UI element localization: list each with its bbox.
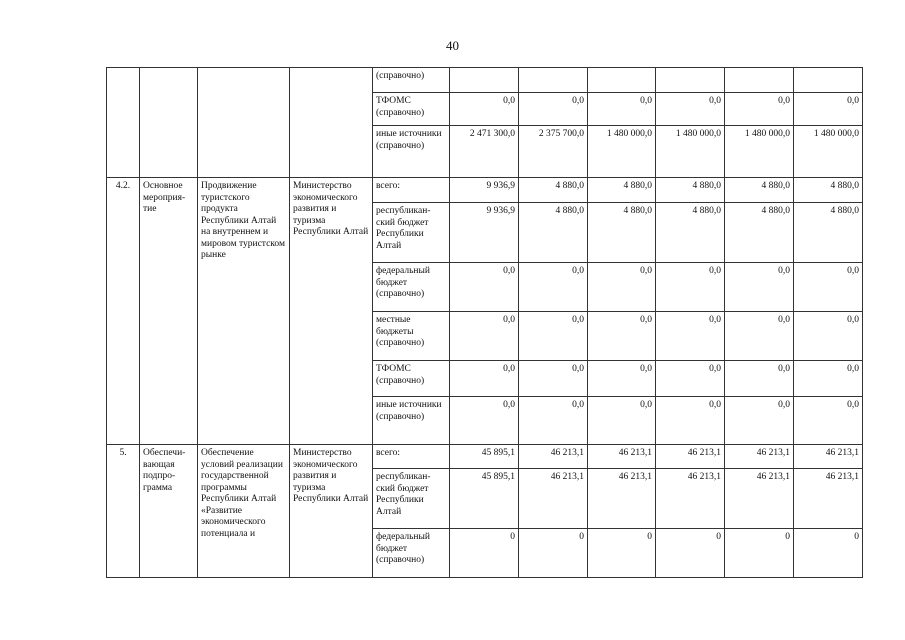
- index-cell: [107, 68, 140, 178]
- index-cell: 5.: [107, 445, 140, 578]
- value-cell: 0,0: [656, 397, 725, 445]
- value-cell: 9 936,9: [450, 203, 519, 263]
- value-cell: 46 213,1: [794, 469, 863, 529]
- value-cell: 0,0: [725, 93, 794, 126]
- source-cell: федеральный бюджет (справочно): [373, 263, 450, 312]
- value-cell: 0,0: [588, 397, 656, 445]
- value-cell: 2 471 300,0: [450, 126, 519, 178]
- value-cell: 46 213,1: [519, 445, 588, 469]
- value-cell: 0: [656, 529, 725, 578]
- value-cell: 2 375 700,0: [519, 126, 588, 178]
- value-cell: 0,0: [725, 361, 794, 397]
- value-cell: 46 213,1: [794, 445, 863, 469]
- value-cell: 4 880,0: [519, 203, 588, 263]
- value-cell: 1 480 000,0: [656, 126, 725, 178]
- value-cell: 1 480 000,0: [794, 126, 863, 178]
- source-cell: всего:: [373, 445, 450, 469]
- value-cell: 45 895,1: [450, 469, 519, 529]
- value-cell: 46 213,1: [519, 469, 588, 529]
- value-cell: 45 895,1: [450, 445, 519, 469]
- value-cell: 0,0: [450, 93, 519, 126]
- value-cell: 0,0: [519, 93, 588, 126]
- value-cell: 4 880,0: [725, 203, 794, 263]
- value-cell: 0,0: [656, 93, 725, 126]
- value-cell: 0,0: [725, 263, 794, 312]
- index-cell: 4.2.: [107, 178, 140, 445]
- source-cell: всего:: [373, 178, 450, 203]
- value-cell: 0: [450, 529, 519, 578]
- value-cell: 46 213,1: [588, 445, 656, 469]
- value-cell: [450, 68, 519, 93]
- source-cell: местные бюджеты (справочно): [373, 312, 450, 361]
- executor-cell: Министерство экономического развития и туризма Республики Алтай: [290, 445, 373, 578]
- value-cell: 4 880,0: [656, 178, 725, 203]
- budget-table: [106, 67, 863, 578]
- value-cell: 0,0: [656, 361, 725, 397]
- type-cell: [140, 68, 198, 178]
- value-cell: 0,0: [519, 361, 588, 397]
- source-cell: иные источники (справочно): [373, 397, 450, 445]
- value-cell: 46 213,1: [725, 469, 794, 529]
- value-cell: 1 480 000,0: [725, 126, 794, 178]
- value-cell: 0,0: [450, 397, 519, 445]
- value-cell: 0,0: [725, 397, 794, 445]
- type-cell: Обеспечи-вающая подпро-грамма: [140, 445, 198, 578]
- name-cell: Обеспечение условий реализации государственной программы Республики Алтай «Развитие экономического потенциала и: [198, 445, 290, 578]
- value-cell: 46 213,1: [588, 469, 656, 529]
- source-cell: республикан-ский бюджет Республики Алтай: [373, 469, 450, 529]
- name-cell: [198, 68, 290, 178]
- value-cell: 4 880,0: [519, 178, 588, 203]
- value-cell: 4 880,0: [725, 178, 794, 203]
- value-cell: 0,0: [725, 312, 794, 361]
- value-cell: [794, 68, 863, 93]
- value-cell: 0,0: [656, 263, 725, 312]
- value-cell: 4 880,0: [588, 203, 656, 263]
- value-cell: 1 480 000,0: [588, 126, 656, 178]
- source-cell: федеральный бюджет (справочно): [373, 529, 450, 578]
- value-cell: 4 880,0: [656, 203, 725, 263]
- value-cell: 0: [794, 529, 863, 578]
- value-cell: 46 213,1: [725, 445, 794, 469]
- value-cell: 0,0: [794, 361, 863, 397]
- executor-cell: [290, 68, 373, 178]
- value-cell: [725, 68, 794, 93]
- value-cell: 4 880,0: [588, 178, 656, 203]
- type-cell: Основное мероприя-тие: [140, 178, 198, 445]
- value-cell: 0,0: [450, 361, 519, 397]
- table-row: [107, 68, 863, 93]
- name-cell: Продвижение туристского продукта Республики Алтай на внутреннем и мировом туристском рынке: [198, 178, 290, 445]
- value-cell: 0,0: [588, 312, 656, 361]
- value-cell: [656, 68, 725, 93]
- value-cell: 0,0: [450, 312, 519, 361]
- table-row: [107, 445, 863, 469]
- value-cell: 0,0: [519, 397, 588, 445]
- value-cell: 4 880,0: [794, 178, 863, 203]
- source-cell: (справочно): [373, 68, 450, 93]
- source-cell: ТФОМС (справочно): [373, 93, 450, 126]
- page-number: 40: [446, 38, 459, 53]
- value-cell: 0,0: [794, 263, 863, 312]
- value-cell: 0,0: [794, 93, 863, 126]
- source-cell: республикан-ский бюджет Республики Алтай: [373, 203, 450, 263]
- value-cell: 0: [519, 529, 588, 578]
- value-cell: 46 213,1: [656, 445, 725, 469]
- value-cell: 0: [725, 529, 794, 578]
- value-cell: 0,0: [519, 263, 588, 312]
- value-cell: 0,0: [656, 312, 725, 361]
- value-cell: [588, 68, 656, 93]
- value-cell: 0: [588, 529, 656, 578]
- source-cell: иные источники (справочно): [373, 126, 450, 178]
- value-cell: 0,0: [588, 263, 656, 312]
- executor-cell: Министерство экономического развития и туризма Республики Алтай: [290, 178, 373, 445]
- value-cell: 46 213,1: [656, 469, 725, 529]
- value-cell: 0,0: [588, 361, 656, 397]
- value-cell: 0,0: [450, 263, 519, 312]
- value-cell: 4 880,0: [794, 203, 863, 263]
- value-cell: 0,0: [794, 397, 863, 445]
- value-cell: 0,0: [794, 312, 863, 361]
- source-cell: ТФОМС (справочно): [373, 361, 450, 397]
- value-cell: 9 936,9: [450, 178, 519, 203]
- value-cell: 0,0: [588, 93, 656, 126]
- value-cell: 0,0: [519, 312, 588, 361]
- value-cell: [519, 68, 588, 93]
- table-row: [107, 178, 863, 203]
